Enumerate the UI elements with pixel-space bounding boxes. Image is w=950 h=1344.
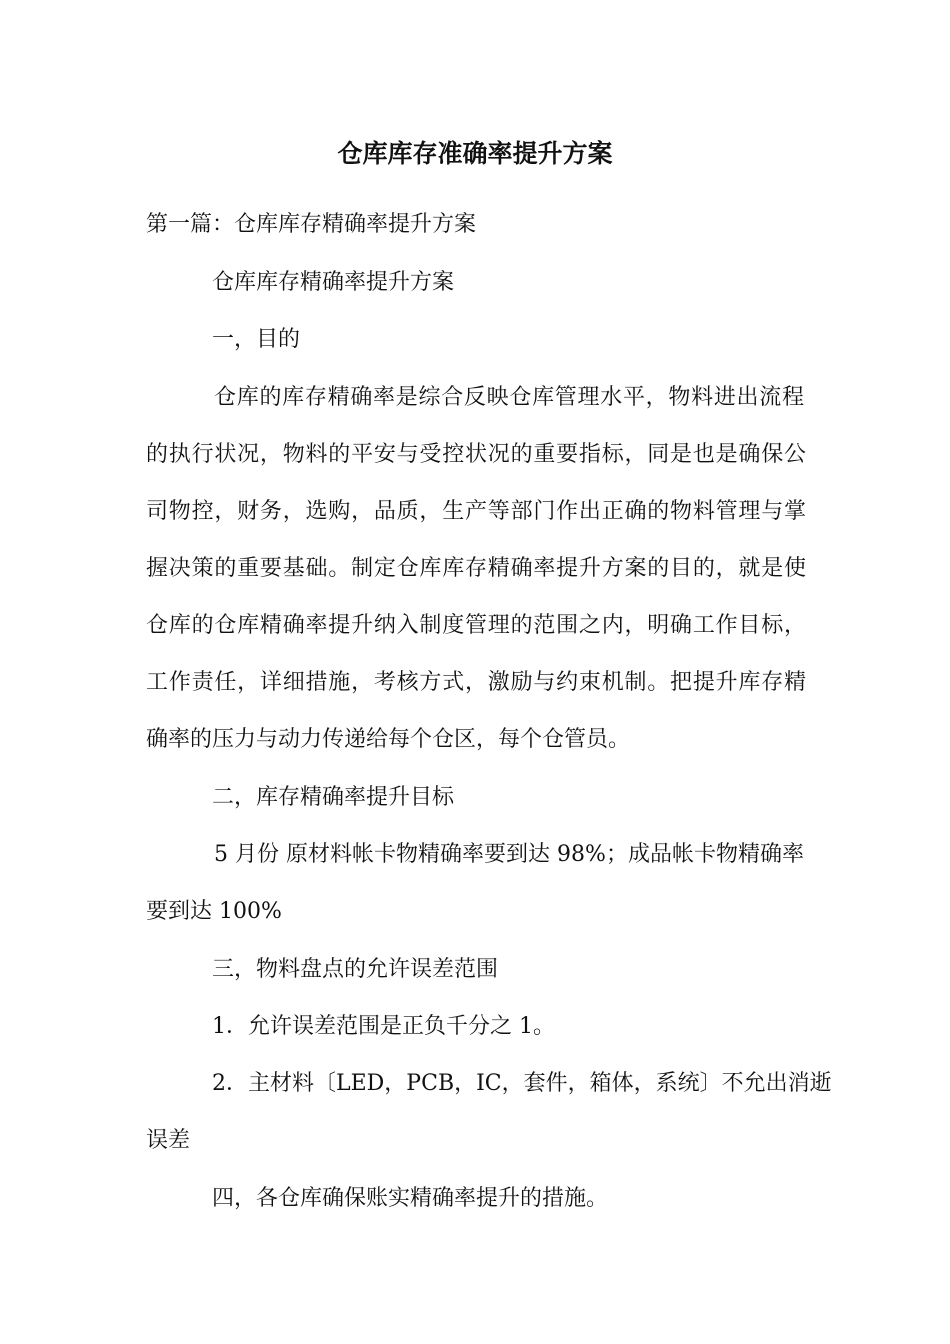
paragraph-line: 确率的压力与动力传递给每个仓区，每个仓管员。: [146, 727, 631, 752]
target-line: 要到达 100%: [146, 899, 282, 924]
section-heading-tolerance: 三，物料盘点的允许误差范围: [212, 957, 499, 982]
section-heading-measures: 四，各仓库确保账实精确率提升的措施。: [212, 1186, 609, 1211]
paragraph-line: 仓库的库存精确率是综合反映仓库管理水平，物料进出流程: [214, 385, 804, 410]
document-title: 仓库库存准确率提升方案: [337, 139, 613, 168]
section-heading-target: 二，库存精确率提升目标: [212, 785, 455, 810]
list-item-continuation: 误差: [146, 1128, 191, 1153]
paragraph-line: 仓库的仓库精确率提升纳入制度管理的范围之内，明确工作目标，: [146, 613, 806, 638]
chapter-heading: 第一篇：仓库库存精确率提升方案: [146, 212, 477, 237]
list-item: 2．主材料〔LED，PCB，IC，套件，箱体，系统〕不允出消逝: [212, 1071, 832, 1096]
paragraph-line: 的执行状况，物料的平安与受控状况的重要指标，同是也是确保公: [146, 442, 806, 467]
paragraph-line: 工作责任，详细措施，考核方式，激励与约束机制。把提升库存精: [146, 670, 806, 695]
list-item: 1．允许误差范围是正负千分之 1。: [212, 1014, 555, 1039]
target-line: 5 月份 原材料帐卡物精确率要到达 98%；成品帐卡物精确率: [214, 842, 804, 867]
section-heading-purpose: 一，目的: [212, 327, 301, 352]
paragraph-line: 握决策的重要基础。制定仓库库存精确率提升方案的目的，就是使: [146, 556, 806, 581]
subtitle: 仓库库存精确率提升方案: [212, 270, 455, 295]
paragraph-line: 司物控，财务，选购，品质，生产等部门作出正确的物料管理与掌: [146, 499, 806, 524]
